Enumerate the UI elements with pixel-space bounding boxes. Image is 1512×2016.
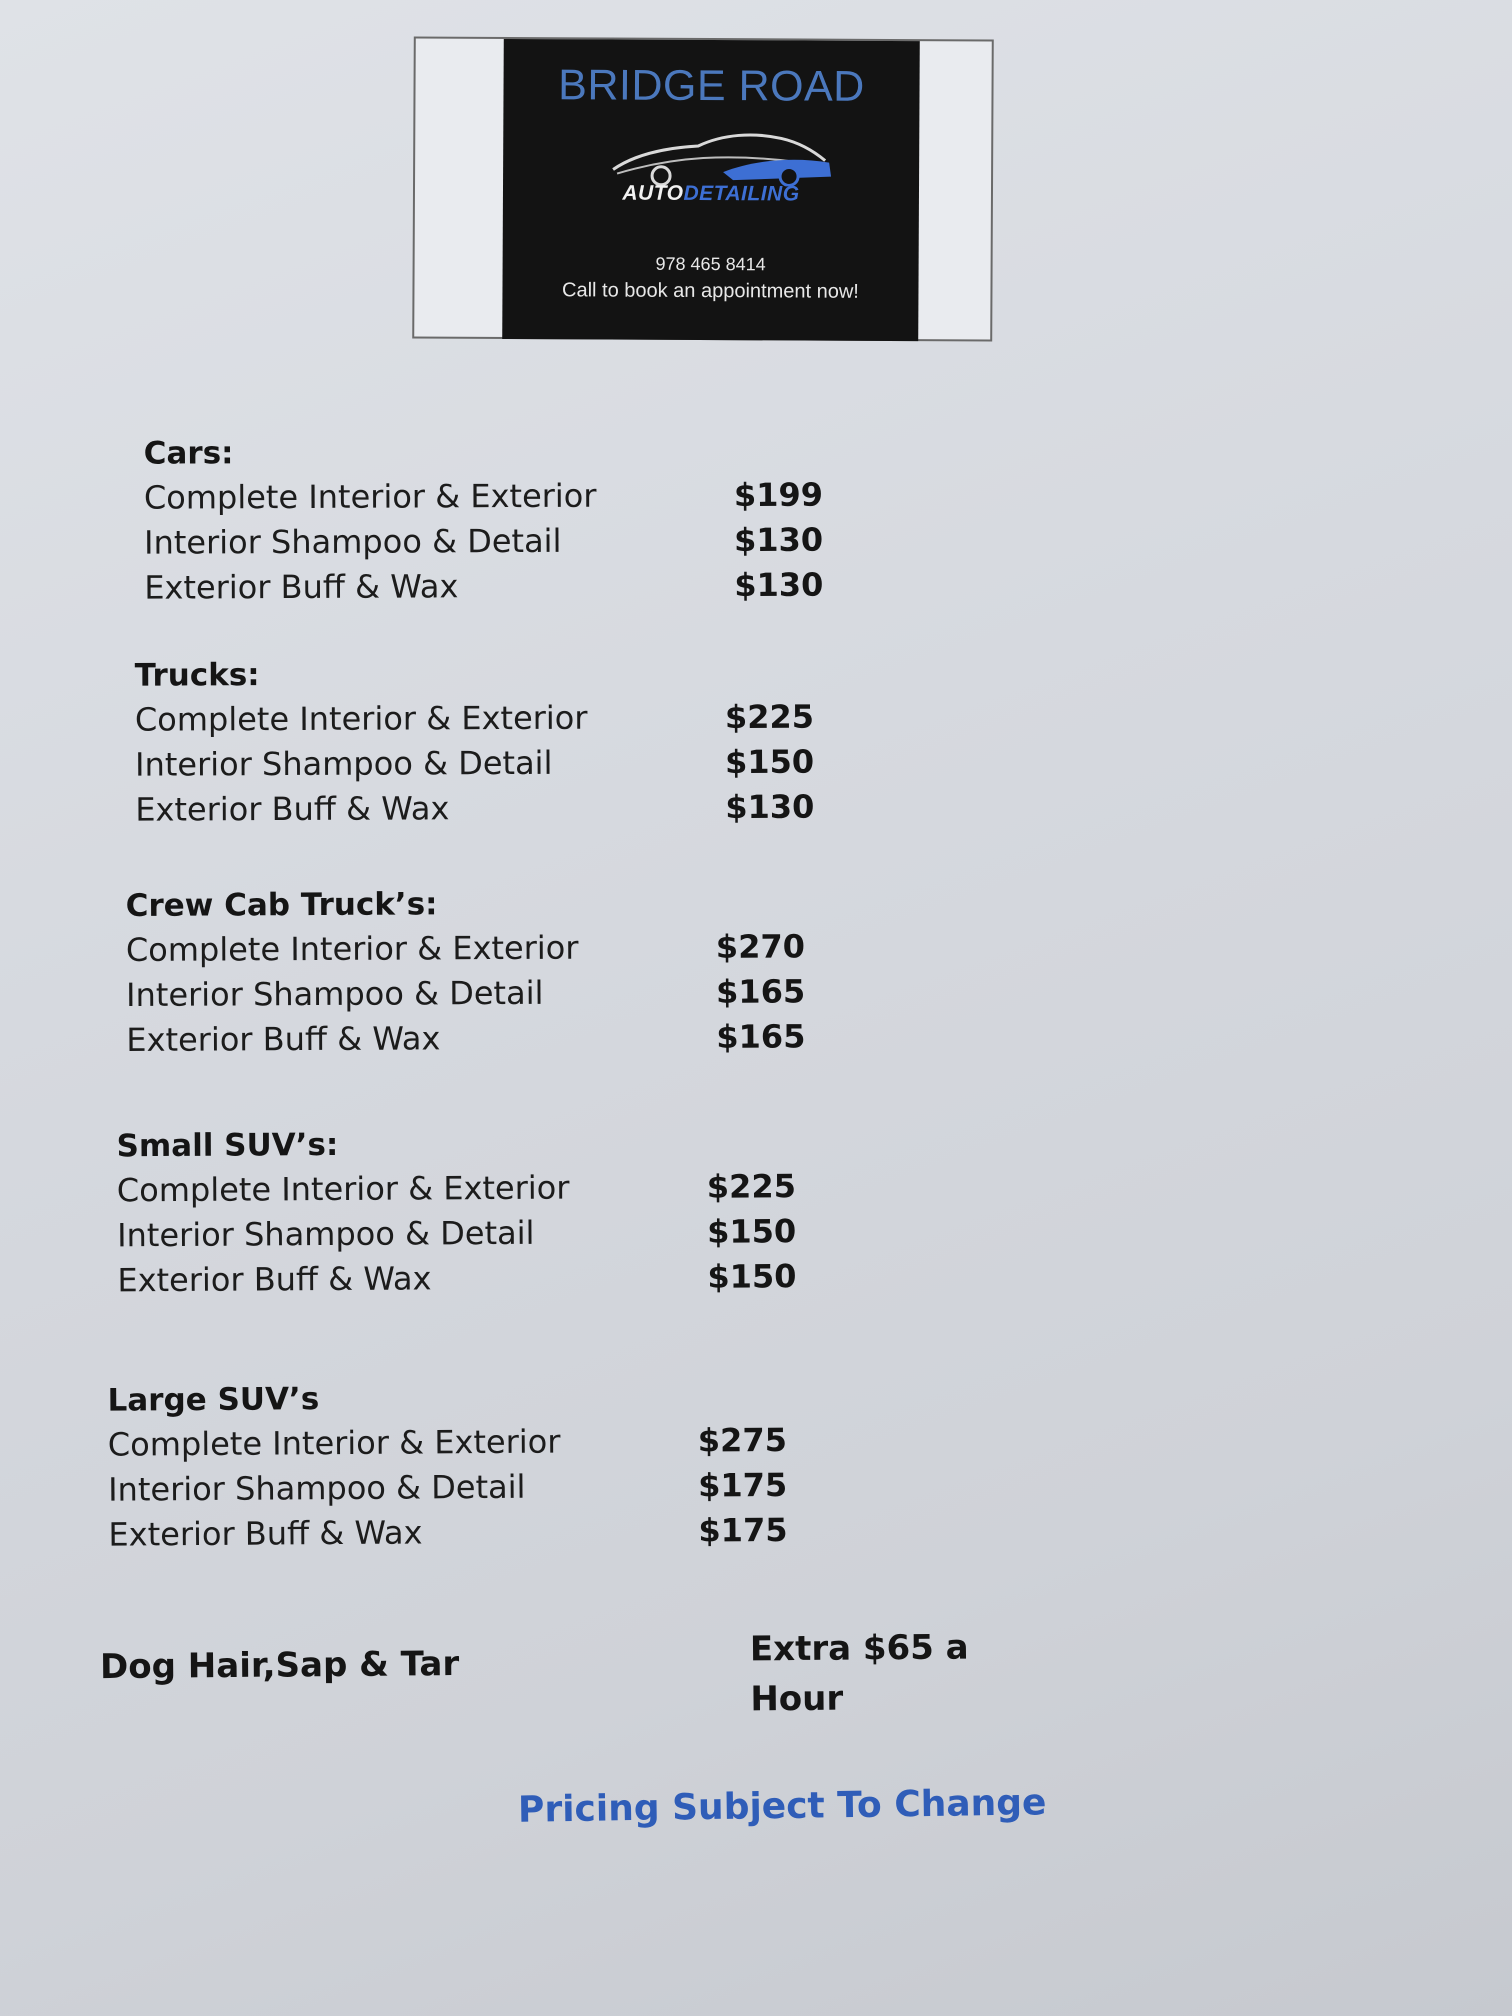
service-name: Complete Interior & Exterior — [134, 698, 588, 739]
service-name: Exterior Buff & Wax — [135, 789, 450, 829]
service-name: Interior Shampoo & Detail — [144, 521, 562, 562]
service-price: $130 — [734, 565, 824, 605]
service-price: $225 — [724, 697, 815, 737]
list-item — [108, 1417, 868, 1467]
service-price: $270 — [715, 927, 806, 966]
service-price: $199 — [733, 475, 824, 515]
list-item — [108, 1507, 868, 1557]
list-item — [117, 1254, 877, 1304]
extra-charge-label: Dog Hair,Sap & Tar — [99, 1643, 460, 1688]
brand-title: BRIDGE ROAD — [558, 61, 865, 111]
service-name: Interior Shampoo & Detail — [117, 1213, 535, 1255]
list-item — [135, 694, 895, 742]
section-trucks — [135, 650, 896, 832]
list-item — [135, 784, 895, 832]
service-name: Complete Interior & Exterior — [125, 928, 579, 969]
list-item — [135, 739, 895, 787]
extra-charge-value: Extra $65 a Hour — [749, 1627, 969, 1720]
service-price: $150 — [707, 1212, 797, 1251]
list-item — [126, 924, 886, 973]
service-price: $275 — [697, 1420, 788, 1460]
list-item — [108, 1462, 868, 1512]
list-item — [126, 1014, 886, 1063]
logo-word-detailing: DETAILING — [683, 181, 800, 206]
pricing-disclaimer: Pricing Subject To Change — [517, 1782, 1047, 1831]
service-name: Exterior Buff & Wax — [144, 567, 459, 607]
service-price: $150 — [707, 1257, 797, 1296]
service-name: Exterior Buff & Wax — [108, 1513, 423, 1554]
section-crew-cab-trucks — [126, 880, 887, 1063]
service-price: $175 — [698, 1465, 788, 1505]
list-item — [144, 472, 904, 520]
service-price: $150 — [725, 742, 815, 782]
list-item — [144, 517, 904, 565]
call-to-action: Call to book an appointment now! — [561, 279, 859, 303]
section-heading: Cars: — [143, 435, 234, 472]
section-large-suvs — [107, 1373, 868, 1557]
service-name: Complete Interior & Exterior — [143, 476, 597, 517]
section-small-suvs — [116, 1120, 877, 1304]
logo-word-auto: AUTO — [622, 181, 684, 205]
service-price: $130 — [725, 787, 815, 827]
phone-number: 978 465 8414 — [655, 253, 766, 275]
list-item — [144, 562, 904, 610]
section-cars — [144, 428, 905, 610]
service-name: Interior Shampoo & Detail — [126, 973, 544, 1014]
service-name: Exterior Buff & Wax — [117, 1259, 432, 1300]
section-heading: Crew Cab Truck’s: — [125, 886, 438, 924]
list-item — [117, 1209, 877, 1259]
list-item — [117, 1164, 877, 1214]
service-price: $225 — [706, 1167, 797, 1206]
section-heading: Small SUV’s: — [116, 1126, 339, 1165]
service-name: Interior Shampoo & Detail — [135, 743, 553, 784]
service-price: $165 — [716, 1017, 806, 1056]
service-name: Exterior Buff & Wax — [126, 1019, 441, 1059]
service-price: $165 — [716, 972, 806, 1011]
service-name: Complete Interior & Exterior — [107, 1422, 561, 1464]
service-price: $175 — [698, 1510, 788, 1550]
section-heading: Large SUV’s — [107, 1381, 320, 1419]
list-item — [126, 969, 886, 1018]
service-name: Interior Shampoo & Detail — [108, 1467, 526, 1509]
section-heading: Trucks: — [134, 657, 260, 694]
extra-charge-row — [99, 1627, 1040, 1720]
service-name: Complete Interior & Exterior — [116, 1168, 570, 1210]
service-price: $130 — [734, 520, 824, 560]
